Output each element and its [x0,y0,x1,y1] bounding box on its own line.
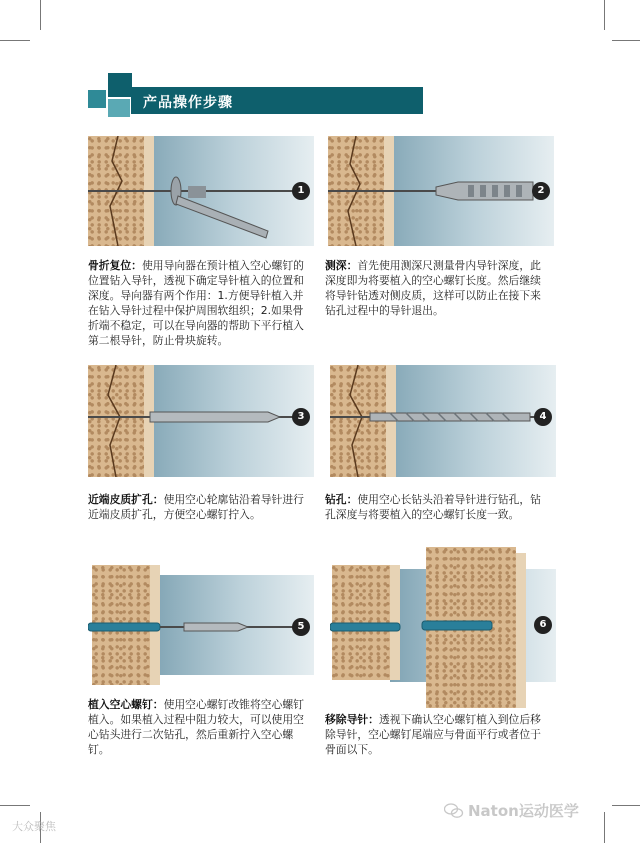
step-heading: 骨折复位： [88,259,142,272]
step-2-illustration [328,136,554,246]
crop-mark [604,0,605,30]
footer-watermark: 大众聚焦 [12,820,56,833]
step-4-illustration [330,365,556,477]
header-decor-square [108,73,132,97]
crop-mark [612,805,640,806]
step-heading: 近端皮质扩孔： [88,493,164,506]
step-5-illustration [88,565,314,685]
page-title: 产品操作步骤 [143,95,233,111]
header-decor-square [88,90,106,108]
footer-brand: Naton运动医学 [468,802,579,820]
step-number-badge: 2 [532,182,550,200]
step-1-illustration [88,136,314,246]
crop-mark [0,40,30,41]
step-number-badge: 1 [292,182,310,200]
step-body: 透视下确认空心螺钉植入到位后移除导针，空心螺钉尾端应与骨面平行或者位于骨面以下。 [325,713,541,756]
step-heading: 钻孔： [325,493,358,506]
step-1-description [88,258,314,348]
step-2-description [325,258,551,318]
header-decor-square [108,99,130,117]
crop-mark [612,40,640,41]
step-body: 首先使用测深尺测量骨内导针深度，此深度即为将要植入的空心螺钉长度。然后继续将导针钻透对侧皮质，这样可以防止在接下来钻孔过程中的导针退出。 [325,259,541,317]
crop-mark [0,805,30,806]
step-number-badge: 5 [292,618,310,636]
crop-mark [40,0,41,30]
step-body: 使用空心螺钉改锥将空心螺钉植入。如果植入过程中阻力较大，可以使用空心钻头进行二次钻孔，然后重新拧入空心螺钉。 [88,698,304,756]
step-3-description [88,492,314,522]
step-6-illustration [330,545,556,710]
step-heading: 测深： [325,259,358,272]
step-6-description [325,712,551,757]
step-body: 使用导向器在预计植入空心螺钉的位置钻入导针，透视下确定导针植入的位置和深度。导向器有两个作用：1.方便导针植入并在钻入导针过程中保护周围软组织；2.如果骨折端不稳定，可以在导向器的帮助下平行植入第二根导针，防止骨块旋转。 [88,259,304,347]
step-number-badge: 6 [534,616,552,634]
crop-mark [604,812,605,843]
step-3-illustration [88,365,314,477]
step-heading: 移除导针： [325,713,379,726]
step-body: 使用空心长钻头沿着导针进行钻孔，钻孔深度与将要植入的空心螺钉长度一致。 [325,493,541,521]
step-4-description [325,492,551,522]
step-body: 使用空心轮廓钻沿着导针进行近端皮质扩孔，方便空心螺钉拧入。 [88,493,304,521]
step-number-badge: 4 [534,408,552,426]
step-heading: 植入空心螺钉： [88,698,164,711]
step-number-badge: 3 [292,408,310,426]
wechat-icon [444,803,464,819]
step-5-description [88,697,314,757]
